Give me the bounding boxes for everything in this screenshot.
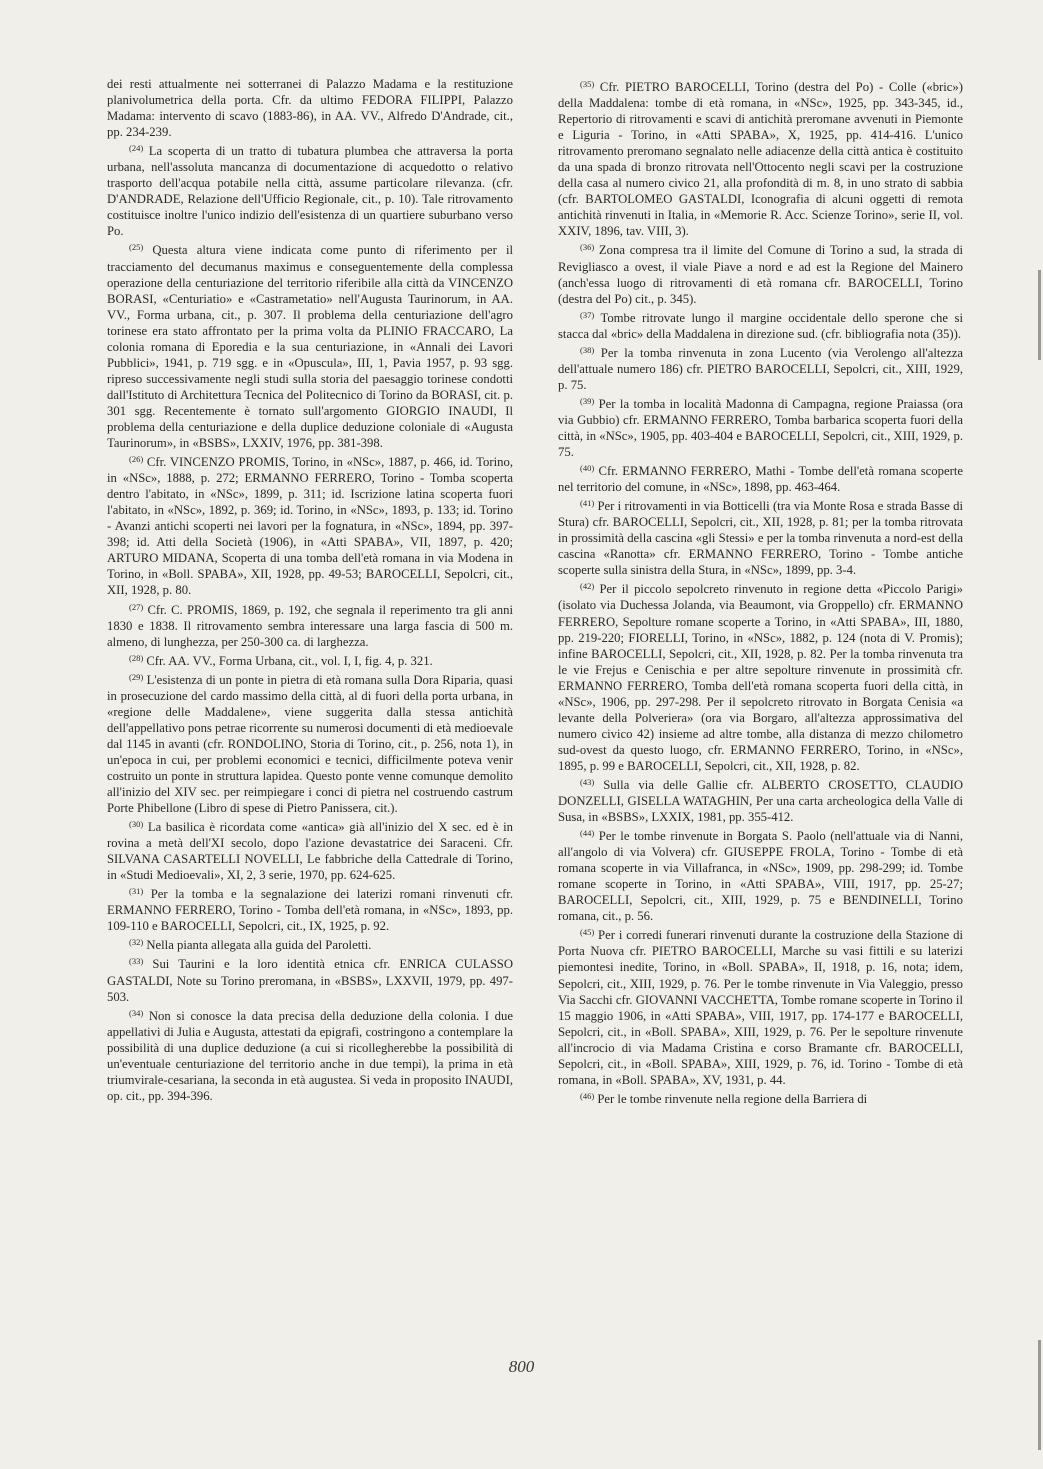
footnote-marker: (39) [580, 395, 595, 406]
footnote-36: $^{(36)}$ Zona compresa tra il limite del Comune di Torino a sud, la strada di Revigliasco a ovest, il viale Piave a nord e ad est la Regione del Mainero (anch'essa luogo di ritrovamenti di età romana cfr. BAROCELLI, Torino (destra del Po) cit., p. 345). [558, 242, 963, 306]
footnote-27: $^{(27)}$ Cfr. C. PROMIS, 1869, p. 192, che segnala il reperimento tra gli anni 1830 e 1838. Il ritrovamento sembra interessare una larga fascia di 500 m. almeno, di lunghezza, per 250-300 ca. di larghezza. [107, 601, 513, 649]
right-column [558, 76, 963, 1107]
footnote-45: $^{(45)}$ Per i corredi funerari rinvenuti durante la costruzione della Stazione di Porta Nuova cfr. PIETRO BAROCELLI, Marche su vasi fittili e su laterizi piemontesi inedite, Torino, in «Boll. SPABA», II, 1918, p. 16, nota; idem, Sepolcri, cit., XIII, 1929, p. 76. Per le tombe rinvenute in Via Valeggio, presso Via Sacchi cfr. GIOVANNI VACCHETTA, Tombe romane scoperte in Torino il 15 maggio 1906, in «Atti SPABA», VIII, 1917, pp. 174-177 e BAROCELLI, Sepolcri, cit., in «Boll. SPABA», XIII, 1929, p. 76. Per le sepolture rinvenute all'incrocio di via Madama Cristina e corso Bramante cfr. BAROCELLI, Sepolcri, cit., in «Boll. SPABA», XIII, 1929, p. 76, id. Torino - Tombe di età romana, in «Boll. SPABA», XV, 1931, p. 44. [558, 927, 963, 1087]
footnote-26: $^{(26)}$ Cfr. VINCENZO PROMIS, Torino, in «NSc», 1887, p. 466, id. Torino, in «NSc», 1888, p. 272; ERMANNO FERRERO, Torino - Tomba scoperta dentro l'abitato, in «NSc», 1899, p. 311; id. Iscrizione latina scoperta fuori l'abitato, in «NSc», 1892, p. 369; id. Torino, in «NSc», 1893, p. 133; id. Torino - Avanzi antichi scoperti nei lavori per la fognatura, in «NSc», 1894, pp. 397-398; id. Atti della Società (1906), in «Atti SPABA», VII, 1897, p. 420; ARTURO MIDANA, Scoperta di una tomba dell'età romana in via Modena in Torino, in «Boll. SPABA», XII, 1928, pp. 49-53; BAROCELLI, Sepolcri, cit., XII, 1928, p. 80. [107, 454, 513, 598]
footnote-marker: (29) [129, 671, 144, 682]
footnote-38: $^{(38)}$ Per la tomba rinvenuta in zona Lucento (via Verolengo all'altezza dell'attuale numero 186) cfr. PIETRO BAROCELLI, Sepolcri, cit., XIII, 1929, p. 75. [558, 344, 963, 392]
footnote-marker: (43) [580, 776, 595, 787]
footnote-marker: (30) [129, 819, 144, 830]
footnote-35: $^{(35)}$ Cfr. PIETRO BAROCELLI, Torino (destra del Po) - Colle («bric») della Maddalena: tombe di età romana, in «NSc», 1925, pp. 343-345, id., Repertorio di ritrovamenti e scavi di antichità preromane avvenuti in Piemonte e Liguria - Torino, in «Atti SPABA», X, 1925, pp. 414-416. L'unico ritrovamento preromano segnalato nelle adiacenze della città antica è costituito da una spada di bronzo ritrovata nell'Ottocento negli scavi per la costruzione della casa al numero civico 21, alla profondità di m. 8, in uno strato di sabbia (cfr. BARTOLOMEO GASTALDI, Iconografia di alcuni oggetti di remota antichità rinvenuti in Italia, in «Memorie R. Acc. Scienze Torino», serie II, vol. XXIV, 1896, tav. VIII, 3). [558, 79, 963, 239]
footnote-marker: (37) [580, 309, 595, 320]
footnote-marker: (40) [580, 463, 595, 474]
footnote-marker: (38) [580, 344, 595, 355]
footnote-25: $^{(25)}$ Questa altura viene indicata come punto di riferimento per il tracciamento del decumanus maximus e conseguentemente della complessa operazione della centuriazione del territorio riferibile alla città da VINCENZO BORASI, «Centuriatio» e «Castrametatio» nell'Augusta Taurinorum, in AA. VV., Forma urbana, cit., p. 307. Il problema della centuriazione dell'agro torinese era stato affrontato per la prima volta da PLINIO FRACCARO, La colonia romana di Eporedia e la sua centuriazione, in «Annali dei Lavori Pubblici», 1941, p. 719 sgg. e in «Opuscula», III, 1, Pavia 1957, p. 93 sgg. ripreso successivamente negli studi sulla storia del paesaggio torinese condotti dall'Istituto di Architettura Tecnica del Politecnico di Torino da BORASI, cit. p. 301 sgg. Recentemente è tornato sull'argomento GIORGIO INAUDI, Il problema della centuriazione e della duplice deduzione coloniale di «Augusta Taurinorum», in «BSBS», LXXIV, 1976, pp. 381-398. [107, 242, 513, 451]
footnote-44: $^{(44)}$ Per le tombe rinvenute in Borgata S. Paolo (nell'attuale via di Nanni, all'angolo di via Volvera) cfr. GIUSEPPE FROLA, Torino - Tombe di età romana scoperte in via Villafranca, in «NSc», 1909, pp. 298-299; id. Tombe romane scoperte in Torino, in «Atti SPABA», VIII, 1917, pp. 25-27; BAROCELLI, Sepolcri, cit., XIII, 1929, p. 75 e BENDINELLI, Torino romana, cit., p. 56. [558, 828, 963, 924]
footnote-37: $^{(37)}$ Tombe ritrovate lungo il margine occidentale dello sperone che si stacca dal «bric» della Maddalena in direzione sud. (cfr. bibliografia nota (35)). [558, 309, 963, 341]
footnote-33: $^{(33)}$ Sui Taurini e la loro identità etnica cfr. ENRICA CULASSO GASTALDI, Note su Torino preromana, in «BSBS», LXXVII, 1979, pp. 497-503. [107, 956, 513, 1004]
page-number: 800 [508, 1357, 535, 1376]
scan-edge-mark [1038, 1340, 1041, 1450]
footnote-28: $^{(28)}$ Cfr. AA. VV., Forma Urbana, cit., vol. I, I, fig. 4, p. 321. [129, 652, 433, 668]
footnote-marker: (36) [580, 242, 595, 253]
footnote-42: $^{(42)}$ Per il piccolo sepolcreto rinvenuto in regione detta «Piccolo Parigi» (isolato via Duchessa Jolanda, via Beaumont, via Groppello) cfr. ERMANNO FERRERO, Sepolture romane scoperte a Torino, in «Atti SPABA», III, 1880, pp. 219-220; FIORELLI, Torino, in «NSc», 1882, p. 124 (nota di V. Promis); infine BAROCELLI, Sepolcri, cit., XII, 1928, p. 82. Per la tomba rinvenuta tra le vie Frejus e Cenischia e per altre sepolture rinvenute in prossimità cfr. ERMANNO FERRERO, Tomba dell'età romana scoperta fuori della città, in «NSc», 1906, pp. 297-298. Per il sepolcreto ritrovato in Borgata Cenisia «a levante della Polveriera» (ora via Borgaro, all'altezza approssimativa del numero civico 42) insieme ad altre tombe, alla distanza di mezzo chilometro sud-ovest da questo luogo, cfr. ERMANNO FERRERO, Torino, in «NSc», 1895, p. 99 e BAROCELLI, Sepolcri, cit., XII, 1928, p. 82. [558, 581, 963, 773]
scan-edge-mark [1038, 270, 1041, 360]
footnote-marker: (45) [580, 927, 595, 938]
footnote-marker: (44) [580, 828, 595, 839]
footnote-41: $^{(41)}$ Per i ritrovamenti in via Botticelli (tra via Monte Rosa e strada Basse di Stura) cfr. BAROCELLI, Sepolcri, cit., XII, 1928, p. 81; per la tomba ritrovata in prossimità della cascina «gli Stessi» e per la tomba rinvenuta a nord-est della cascina «Ranotta» cfr. ERMANNO FERRERO, Torino - Tombe antiche scoperte sulla sinistra della Stura, in «NSc», 1899, pp. 3-4. [558, 498, 963, 578]
footnote-30: $^{(30)}$ La basilica è ricordata come «antica» già all'inizio del X sec. ed è in rovina a metà dell'XI secolo, dopo l'azione devastatrice dei Saraceni. Cfr. SILVANA CASARTELLI NOVELLI, Le fabbriche della Cattedrale di Torino, in «Studi Medioevali», XI, 2, 3 serie, 1970, pp. 624-625. [107, 819, 513, 883]
footnote-29: $^{(29)}$ L'esistenza di un ponte in pietra di età romana sulla Dora Riparia, quasi in prosecuzione del cardo massimo della città, al di fuori della porta urbana, in «regione delle Maddalene», viene suggerita dalla stessa antichità dell'appellativo pons petrae ricorrente su numerosi documenti di età medioevale dal 1145 in avanti (cfr. RONDOLINO, Storia di Torino, cit., p. 256, nota 1), in un'epoca in cui, per problemi economici e tecnici, difficilmente poteva venir costruito un ponte in struttura lapidea. Questo ponte venne comunque demolito all'inizio del XIV sec. per reimpiegare i conci di pietra nel costruendo castrum Porte Phibellone (Libro di spese di Pietro Panissera, cit.). [107, 671, 513, 816]
footnote-40: $^{(40)}$ Cfr. ERMANNO FERRERO, Mathi - Tombe dell'età romana scoperte nel territorio del comune, in «NSc», 1898, pp. 463-464. [558, 463, 963, 495]
footnote-43: $^{(43)}$ Sulla via delle Gallie cfr. ALBERTO CROSETTO, CLAUDIO DONZELLI, GISELLA WATAGHIN, Per una carta archeologica della Valle di Susa, in «BSBS», LXXIX, 1981, pp. 355-412. [558, 776, 963, 825]
footnote-marker: (35) [580, 79, 595, 89]
footnote-32: $^{(32)}$ Nella pianta allegata alla guida del Paroletti. [129, 937, 372, 953]
footnote-marker: (33) [129, 956, 144, 967]
footnote-31: $^{(31)}$ Per la tomba e la segnalazione dei laterizi romani rinvenuti cfr. ERMANNO FERRERO, Torino - Tomba dell'età romana, in «NSc», 1893, pp. 109-110 e BAROCELLI, Sepolcri, cit., IX, 1925, p. 92. [107, 886, 513, 934]
footnote-marker: (31) [129, 886, 144, 897]
footnote-continuation: dei resti attualmente nei sotterranei di Palazzo Madama e la restituzione planivolumetrica della porta. Cfr. da ultimo FEDORA FILIPPI, Palazzo Madama: intervento di scavo (1883-86), in AA. VV., Alfredo D'Andrade, cit., pp. 234-239. [107, 77, 513, 140]
footnote-marker: (32) [129, 937, 144, 948]
footnote-marker: (28) [129, 652, 144, 663]
footnote-24: $^{(24)}$ La scoperta di un tratto di tubatura plumbea che attraversa la porta urbana, nell'assoluta mancanza di documentazione di acquedotto o relativo trasporto dell'acqua potabile nella città, assume particolare rilevanza. (cfr. D'ANDRADE, Relazione dell'Ufficio Regionale, cit., p. 10). Tale ritrovamento costituisce inoltre l'unico indizio dell'esistenza di un quartiere suburbano verso Po. [107, 143, 513, 239]
left-column [107, 76, 513, 1104]
footnote-marker: (24) [129, 143, 144, 154]
footnote-34: $^{(34)}$ Non si conosce la data precisa della deduzione della colonia. I due appellativi di Julia e Augusta, attestati da epigrafi, costringono a contemplare la possibilità di una duplice deduzione (a cui si ricollegherebbe la possibilità di un'eventuale centuriazione del territorio anche in due tempi), la prima in età triumvirale-cesariana, la seconda in età augustea. Si veda in proposito INAUDI, op. cit., pp. 394-396. [107, 1007, 513, 1103]
footnote-marker: (25) [129, 242, 144, 253]
footnote-marker: (42) [580, 581, 595, 592]
footnote-marker: (34) [129, 1007, 144, 1018]
footnote-marker: (41) [580, 498, 595, 509]
footnote-marker: (46) [580, 1090, 595, 1101]
footnote-46: $^{(46)}$ Per le tombe rinvenute nella regione della Barriera di [580, 1090, 868, 1106]
footnote-39: $^{(39)}$ Per la tomba in località Madonna di Campagna, regione Praiassa (ora via Gubbio) cfr. ERMANNO FERRERO, Tomba barbarica scoperta fuori della città, in «NSc», 1905, pp. 403-404 e BAROCELLI, Sepolcri, cit., XIII, 1929, p. 75. [558, 395, 963, 460]
footnote-marker: (26) [129, 454, 144, 465]
footnote-marker: (27) [129, 601, 144, 612]
